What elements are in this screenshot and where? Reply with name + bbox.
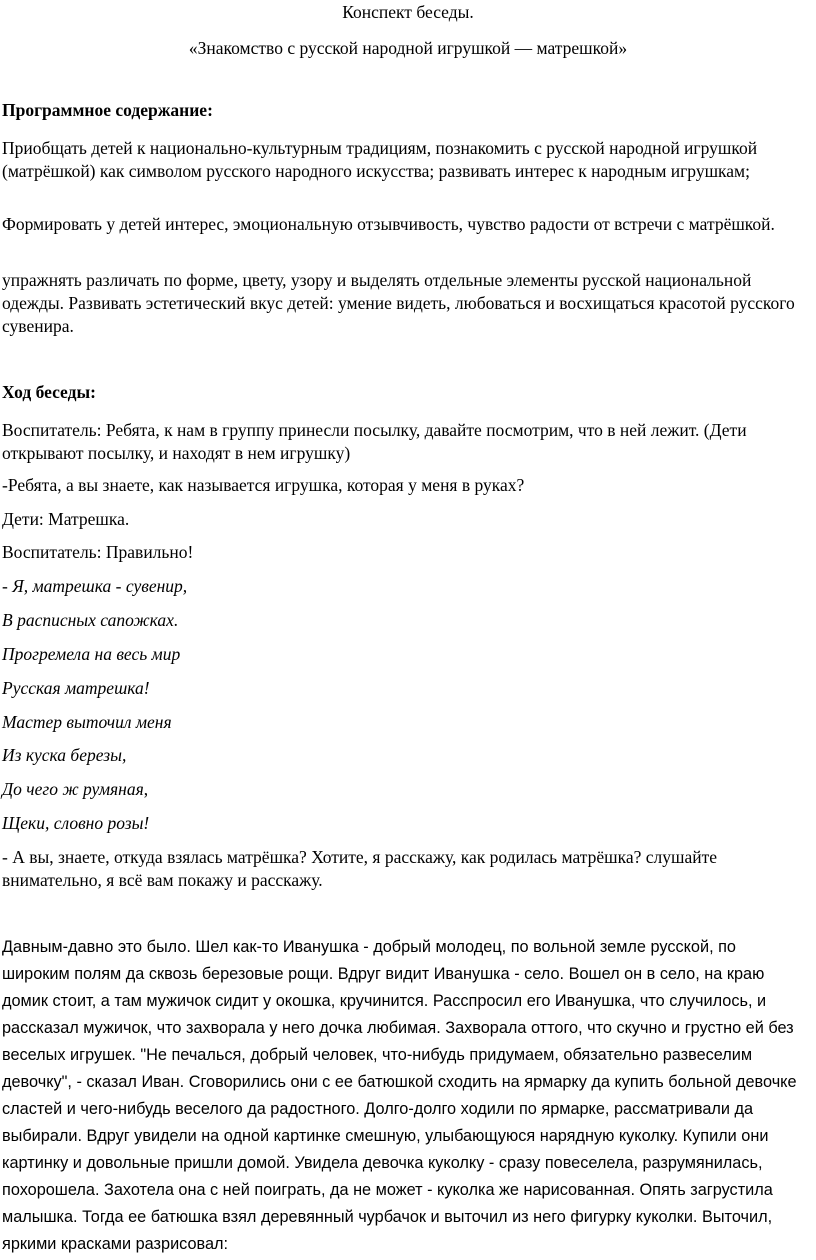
poem-dash: -: [2, 576, 13, 596]
poem-dash-2: -: [111, 576, 126, 596]
course-paragraph-2: -Ребята, а вы знаете, как называется игрушка, которая у меня в руках?: [2, 475, 525, 495]
course-heading: Ход беседы:: [2, 382, 96, 402]
program-paragraph-3: упражнять различать по форме, цвету, узору и выделять отдельные элементы русской национальной одежды. Развивать эстетический вкус детей: умение видеть, любоваться и восхищаться красотой русского сувенира.: [2, 270, 795, 336]
poem-line-7-b: ,: [143, 779, 149, 799]
poem-line-2: В расписных сапожках.: [2, 610, 179, 630]
course-paragraph-3: Дети: Матрешка.: [2, 509, 130, 529]
poem-line-5: Мастер выточил меня: [2, 712, 172, 732]
course-paragraph-1: Воспитатель: Ребята, к нам в группу принесли посылку, давайте посмотрим, что в ней лежит. (Дети открывают посылку, и находят в нем игрушку): [2, 420, 747, 463]
course-paragraph-5: - А вы, знаете, откуда взялась матрёшка? Хотите, я расскажу, как родилась матрёшка? слушайте внимательно, я всё вам покажу и расскажу.: [2, 847, 718, 890]
program-heading: Программное содержание:: [2, 100, 213, 120]
document-subtitle: «Знакомство с русской народной игрушкой — матрешкой»: [188, 38, 628, 58]
poem-line-8: Щеки, словно розы!: [2, 813, 150, 833]
poem-line-3: Прогремела на весь мир: [2, 644, 181, 664]
poem-line-7: [2, 778, 802, 801]
poem-line-1: [2, 575, 802, 598]
poem-line-4: Русская матрешка!: [2, 678, 150, 698]
poem-line-1-b: сувенир,: [125, 576, 188, 596]
document-title: Конспект беседы.: [342, 2, 474, 22]
poem-line-6: Из куска березы,: [2, 745, 127, 765]
program-paragraph-1: Приобщать детей к национально-культурным традициям, познакомить с русской народной игрушкой (матрёшкой) как символом русского народного искусства; развивать интерес к народным игрушкам;: [2, 138, 758, 181]
course-paragraph-4: Воспитатель: Правильно!: [2, 542, 194, 562]
poem-line-1-a: Я, матрешка: [12, 576, 112, 596]
poem-line-7-a: До чего ж румяная: [2, 779, 144, 799]
story-paragraph: Давным-давно это было. Шел как-то Иванушка - добрый молодец, по вольной земле русской, по широким полям да сквозь березовые рощи. Вдруг видит Иванушка - село. Вошел он в село, на краю домик стоит, а там мужичок сидит у окошка, кручинится. Расспросил его Иванушка, что случилось, и рассказал мужичок, что захворала у него дочка любимая. Захворала оттого, что скучно и грустно ей без веселых игрушек. "Не печалься, добрый человек, что-нибудь придумаем, обязательно развеселим девочку", - сказал Иван. Сговорились они с ее батюшкой сходить на ярмарку да купить больной девочке сластей и чего-нибудь веселого да радостного. Долго-долго ходили по ярмарке, рассматривали да выбирали. Вдруг увидели на одной картинке смешную, улыбающуюся нарядную куколку. Купили они картинку и довольные пришли домой. Увидела девочка куколку - сразу повеселела, разрумянилась, похорошела. Захотела она с ней поиграть, да не может - куколка же нарисованная. Опять загрустила малышка. Тогда ее батюшка взял деревянный чурбачок и выточил из него фигурку куколки. Выточил, яркими красками разрисовал:: [2, 938, 797, 1253]
program-paragraph-2: Формировать у детей интерес, эмоциональную отзывчивость, чувство радости от встречи с матрёшкой.: [2, 214, 775, 234]
